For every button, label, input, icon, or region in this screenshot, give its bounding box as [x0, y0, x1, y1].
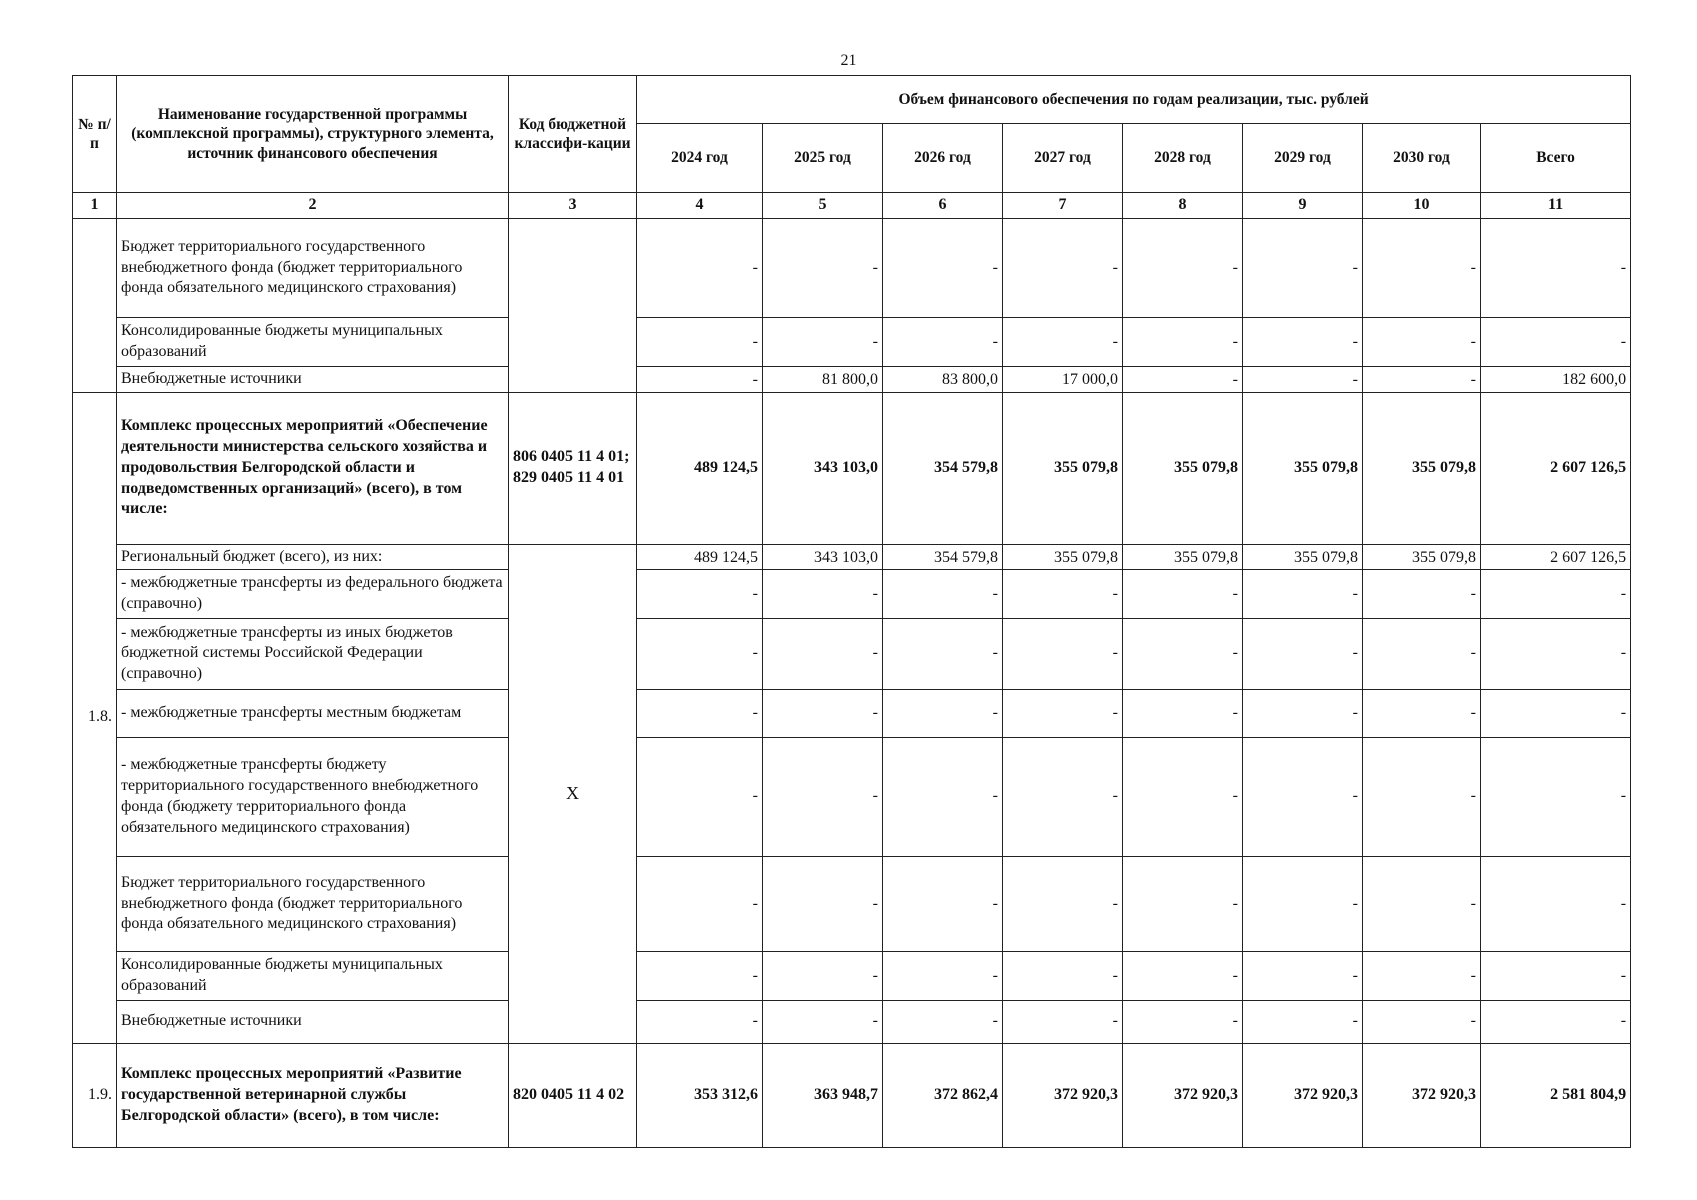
value-cell: -	[1123, 218, 1243, 318]
value-cell: -	[1481, 318, 1631, 367]
value-cell: 83 800,0	[883, 367, 1003, 393]
value-cell: 372 920,3	[1003, 1043, 1123, 1147]
section-title: Комплекс процессных мероприятий «Развитие государственной ветеринарной службы Белгородской области» (всего), в том числе:	[117, 1043, 509, 1147]
value-cell: 343 103,0	[763, 544, 883, 570]
financing-table	[72, 75, 1631, 1148]
value-cell: -	[1243, 1000, 1363, 1043]
value-cell: -	[1123, 690, 1243, 738]
value-cell: -	[1363, 690, 1481, 738]
value-cell: 355 079,8	[1243, 544, 1363, 570]
header-code: Код бюджетной классифи-кации	[509, 76, 637, 193]
value-cell: -	[1243, 737, 1363, 856]
value-cell: -	[637, 737, 763, 856]
header-name: Наименование государственной программы (комплексной программы), структурного элемента, источник финансового обеспечения	[117, 76, 509, 193]
header-no: № п/п	[73, 76, 117, 193]
value-cell: -	[1123, 570, 1243, 618]
column-number: 10	[1363, 192, 1481, 218]
table-row	[73, 1000, 1631, 1043]
value-cell: -	[1243, 367, 1363, 393]
value-cell: -	[1003, 570, 1123, 618]
row-name: Консолидированные бюджеты муниципальных образований	[117, 952, 509, 1000]
value-cell: -	[637, 218, 763, 318]
value-cell: 343 103,0	[763, 392, 883, 544]
value-cell: -	[637, 1000, 763, 1043]
value-cell: 372 920,3	[1363, 1043, 1481, 1147]
budget-code: 806 0405 11 4 01; 829 0405 11 4 01	[509, 392, 637, 544]
column-number: 8	[1123, 192, 1243, 218]
value-cell: -	[883, 318, 1003, 367]
value-cell: -	[1123, 1000, 1243, 1043]
value-cell: 353 312,6	[637, 1043, 763, 1147]
value-cell: -	[883, 218, 1003, 318]
header-year: 2025 год	[763, 123, 883, 192]
value-cell: 17 000,0	[1003, 367, 1123, 393]
value-cell: -	[883, 1000, 1003, 1043]
value-cell: -	[1123, 856, 1243, 951]
value-cell: -	[883, 690, 1003, 738]
value-cell: -	[1003, 737, 1123, 856]
value-cell: -	[763, 690, 883, 738]
value-cell: 372 920,3	[1123, 1043, 1243, 1147]
value-cell: 355 079,8	[1123, 544, 1243, 570]
value-cell: -	[1481, 737, 1631, 856]
table-row	[73, 367, 1631, 393]
value-cell: 182 600,0	[1481, 367, 1631, 393]
row-name: - межбюджетные трансферты местным бюджетам	[117, 690, 509, 738]
value-cell: -	[1481, 690, 1631, 738]
value-cell: -	[1363, 570, 1481, 618]
value-cell: 355 079,8	[1123, 392, 1243, 544]
column-number: 3	[509, 192, 637, 218]
value-cell: -	[1363, 737, 1481, 856]
value-cell: -	[637, 318, 763, 367]
value-cell: -	[1363, 1000, 1481, 1043]
column-number: 1	[73, 192, 117, 218]
value-cell: -	[1003, 218, 1123, 318]
row-number: 1.9.	[73, 1043, 117, 1147]
table-row	[73, 570, 1631, 618]
value-cell: -	[883, 737, 1003, 856]
header-year: 2027 год	[1003, 123, 1123, 192]
value-cell: -	[1481, 952, 1631, 1000]
value-cell: 489 124,5	[637, 544, 763, 570]
value-cell: 355 079,8	[1003, 392, 1123, 544]
table-row	[73, 690, 1631, 738]
value-cell: -	[1123, 367, 1243, 393]
header-year: 2026 год	[883, 123, 1003, 192]
value-cell: -	[883, 952, 1003, 1000]
table-row	[73, 544, 1631, 570]
column-number: 9	[1243, 192, 1363, 218]
column-number: 4	[637, 192, 763, 218]
header-year: 2029 год	[1243, 123, 1363, 192]
value-cell: -	[1363, 318, 1481, 367]
header-row-1	[73, 76, 1631, 124]
row-name: - межбюджетные трансферты из федерального бюджета (справочно)	[117, 570, 509, 618]
value-cell: -	[1003, 952, 1123, 1000]
row-name: - межбюджетные трансферты бюджету территориального государственного внебюджетного фонда (бюджету территориального фонда обязательного медицинского страхования)	[117, 737, 509, 856]
value-cell: -	[637, 618, 763, 689]
header-year: 2030 год	[1363, 123, 1481, 192]
row-number-cell	[73, 218, 117, 392]
value-cell: -	[1243, 218, 1363, 318]
value-cell: 372 862,4	[883, 1043, 1003, 1147]
value-cell: -	[637, 952, 763, 1000]
value-cell: -	[1243, 570, 1363, 618]
column-number: 5	[763, 192, 883, 218]
value-cell: -	[1003, 618, 1123, 689]
row-name: Региональный бюджет (всего), из них:	[117, 544, 509, 570]
value-cell: 2 607 126,5	[1481, 392, 1631, 544]
table-row	[73, 218, 1631, 318]
column-number: 7	[1003, 192, 1123, 218]
value-cell: -	[1003, 690, 1123, 738]
column-number: 11	[1481, 192, 1631, 218]
row-name: Бюджет территориального государственного внебюджетного фонда (бюджет территориального фонда обязательного медицинского страхования)	[117, 856, 509, 951]
value-cell: -	[1123, 618, 1243, 689]
row-name: Внебюджетные источники	[117, 367, 509, 393]
value-cell: -	[1243, 618, 1363, 689]
row-name: Бюджет территориального государственного внебюджетного фонда (бюджет территориального фонда обязательного медицинского страхования)	[117, 218, 509, 318]
value-cell: 354 579,8	[883, 544, 1003, 570]
table-row	[73, 318, 1631, 367]
column-number: 6	[883, 192, 1003, 218]
row-name: - межбюджетные трансферты из иных бюджетов бюджетной системы Российской Федерации (справочно)	[117, 618, 509, 689]
value-cell: 363 948,7	[763, 1043, 883, 1147]
section-1-9-row	[73, 1043, 1631, 1147]
header-year: 2028 год	[1123, 123, 1243, 192]
value-cell: -	[1003, 318, 1123, 367]
value-cell: -	[1363, 367, 1481, 393]
value-cell: -	[1003, 856, 1123, 951]
column-number: 2	[117, 192, 509, 218]
value-cell: -	[1481, 1000, 1631, 1043]
value-cell: -	[763, 952, 883, 1000]
value-cell: -	[763, 318, 883, 367]
value-cell: -	[1481, 570, 1631, 618]
value-cell: -	[1243, 690, 1363, 738]
value-cell: -	[1003, 1000, 1123, 1043]
value-cell: -	[1123, 318, 1243, 367]
row-name: Консолидированные бюджеты муниципальных образований	[117, 318, 509, 367]
table-row	[73, 618, 1631, 689]
value-cell: -	[763, 856, 883, 951]
value-cell: -	[1243, 856, 1363, 951]
value-cell: -	[763, 570, 883, 618]
table-row	[73, 952, 1631, 1000]
budget-code: 820 0405 11 4 02	[509, 1043, 637, 1147]
value-cell: -	[1363, 952, 1481, 1000]
row-name: Внебюджетные источники	[117, 1000, 509, 1043]
value-cell: -	[763, 218, 883, 318]
value-cell: -	[637, 570, 763, 618]
header-total: Всего	[1481, 123, 1631, 192]
value-cell: -	[1363, 618, 1481, 689]
value-cell: 489 124,5	[637, 392, 763, 544]
value-cell: -	[1481, 218, 1631, 318]
value-cell: -	[1123, 952, 1243, 1000]
value-cell: 355 079,8	[1363, 544, 1481, 570]
header-year: 2024 год	[637, 123, 763, 192]
table-row	[73, 856, 1631, 951]
value-cell: 355 079,8	[1363, 392, 1481, 544]
value-cell: -	[883, 618, 1003, 689]
header-volume: Объем финансового обеспечения по годам реализации, тыс. рублей	[637, 76, 1631, 124]
row-number: 1.8.	[73, 392, 117, 1043]
value-cell: 81 800,0	[763, 367, 883, 393]
value-cell: -	[637, 856, 763, 951]
value-cell: -	[637, 690, 763, 738]
value-cell: -	[763, 618, 883, 689]
section-title: Комплекс процессных мероприятий «Обеспечение деятельности министерства сельского хозяйства и продовольствия Белгородской области и подведомственных организаций» (всего), в том числе:	[117, 392, 509, 544]
value-cell: -	[1481, 856, 1631, 951]
value-cell: 355 079,8	[1003, 544, 1123, 570]
value-cell: -	[763, 1000, 883, 1043]
section-1-8-row	[73, 392, 1631, 544]
column-numbers-row	[73, 192, 1631, 218]
code-cell	[509, 218, 637, 392]
value-cell: -	[1243, 318, 1363, 367]
value-cell: -	[637, 367, 763, 393]
value-cell: -	[883, 570, 1003, 618]
value-cell: 355 079,8	[1243, 392, 1363, 544]
value-cell: 354 579,8	[883, 392, 1003, 544]
value-cell: 372 920,3	[1243, 1043, 1363, 1147]
value-cell: -	[1243, 952, 1363, 1000]
value-cell: -	[763, 737, 883, 856]
value-cell: -	[1363, 856, 1481, 951]
value-cell: 2 607 126,5	[1481, 544, 1631, 570]
value-cell: -	[1123, 737, 1243, 856]
table-row	[73, 737, 1631, 856]
value-cell: 2 581 804,9	[1481, 1043, 1631, 1147]
value-cell: -	[1363, 218, 1481, 318]
page-number: 21	[840, 52, 857, 69]
value-cell: -	[1481, 618, 1631, 689]
x-mark: Х	[509, 544, 637, 1043]
value-cell: -	[883, 856, 1003, 951]
